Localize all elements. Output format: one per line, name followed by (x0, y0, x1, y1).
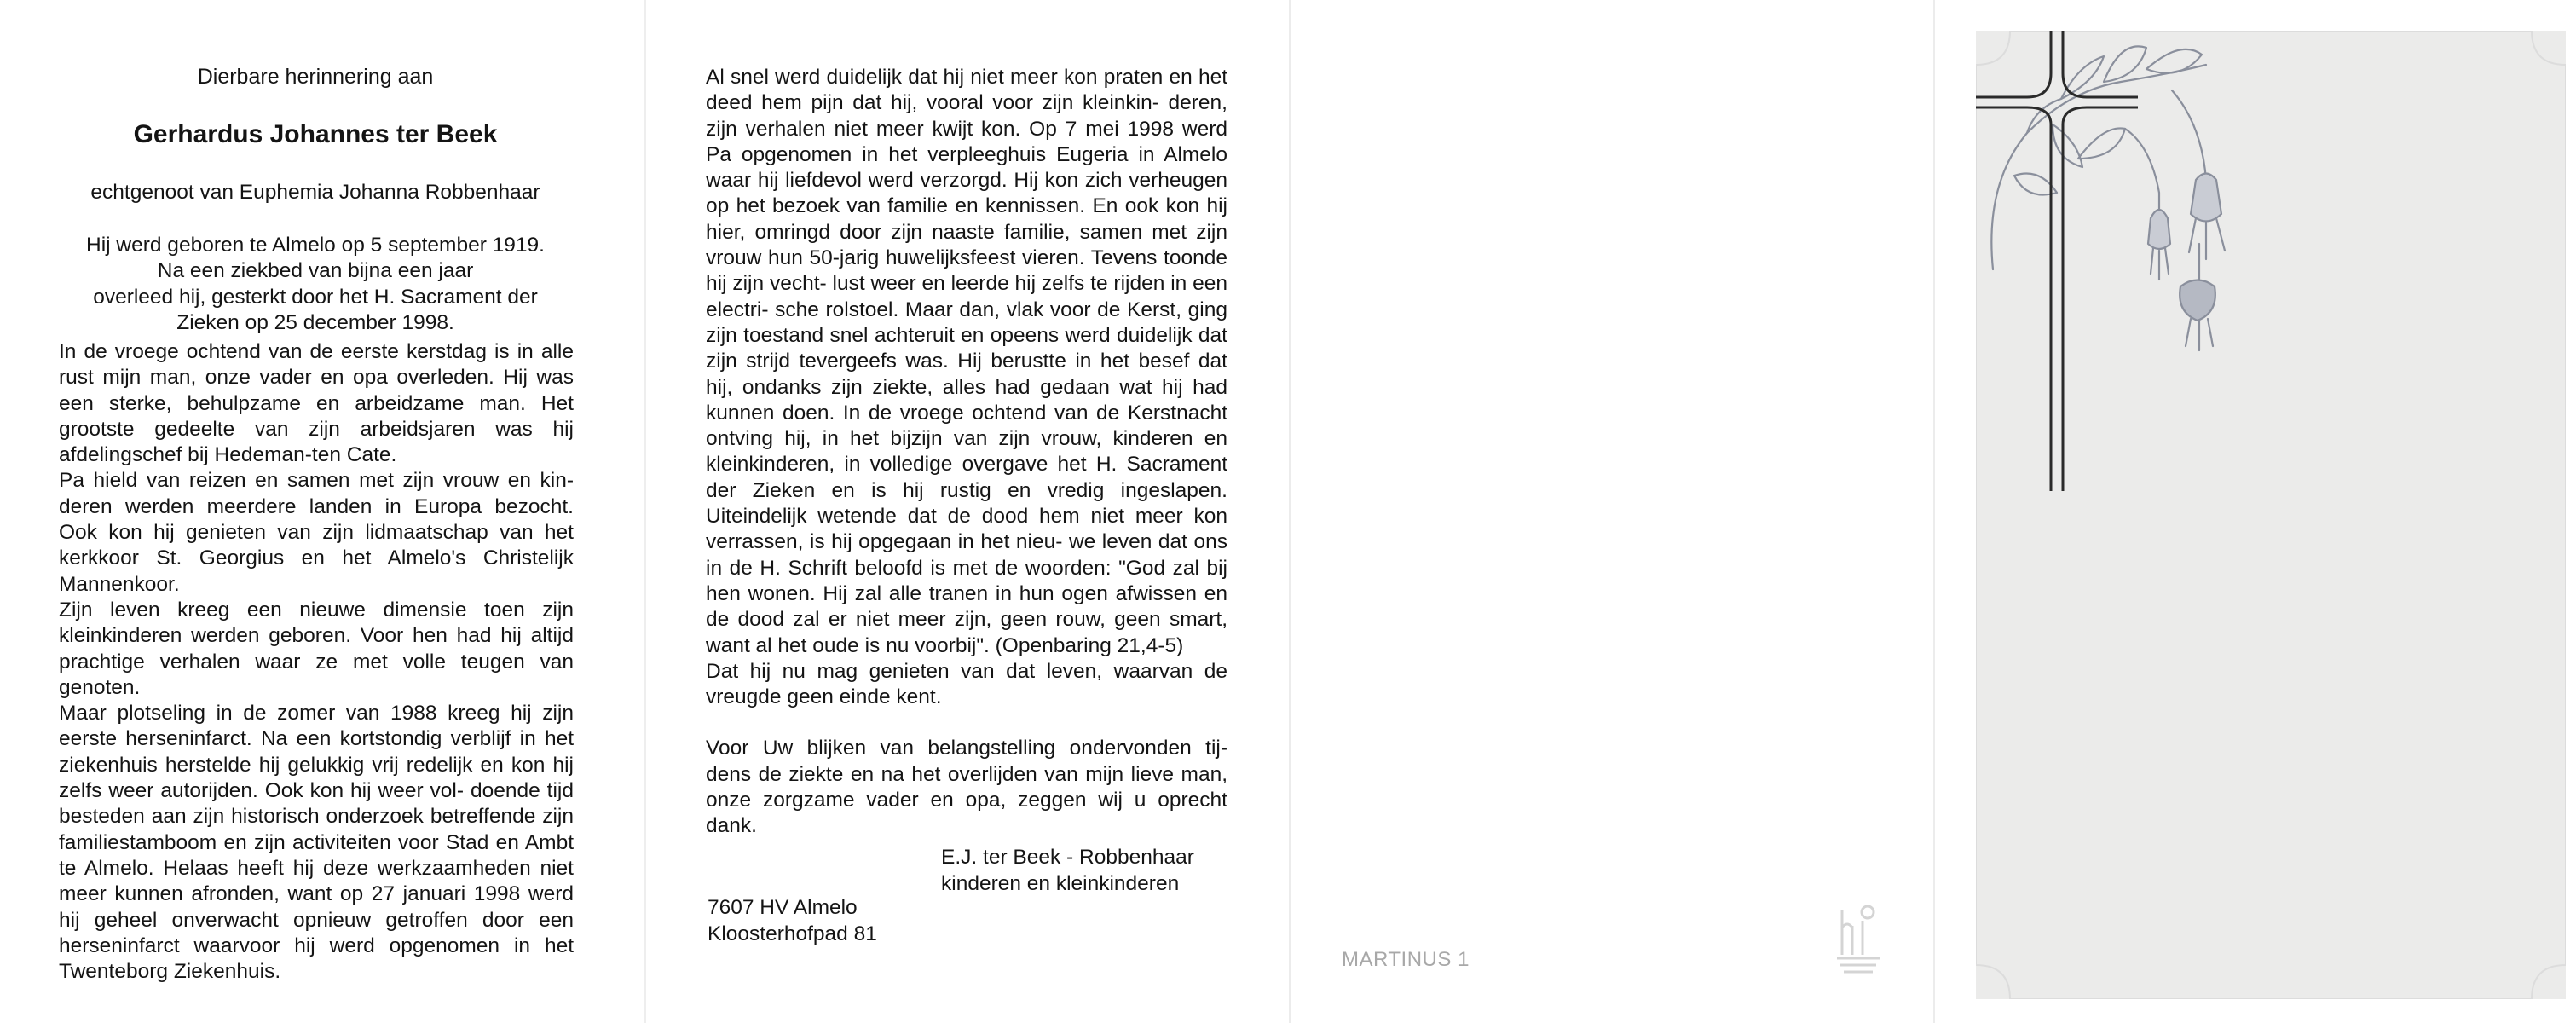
biography-continued (706, 65, 1227, 840)
cover-card (1976, 31, 2566, 999)
address-line: Kloosterhofpad 81 (708, 922, 877, 945)
intro-block (55, 64, 576, 336)
paragraph: Maar plotseling in de zomer van 1988 kreeg hij zijn eerste herseninfarct. Na een kortstondig verblijf in het ziekenhuis herstelde hij gelukkig vrij redelijk en kon hij zelfs weer autorijden. Ook kon hij weer vol- doende tijd besteden aan zijn historisch onderzoek betreffende zijn familiestamboom en zijn activiteiten voor Stad en Ambt te Almelo. Helaas heeft hij deze werkzaamheden niet meer kunnen afronden, want op 27 januari 1998 werd hij geheel onverwacht opnieuw getroffen door een herseninfarct waarvoor hij werd opgenomen in het Twenteborg Ziekenhuis. (59, 702, 574, 984)
thanks-paragraph: Voor Uw blijken van belangstelling ondervonden tij- dens de ziekte en na het overlijden van mijn lieve man, onze zorgzame vader en opa, zeggen wij u oprecht dank. (706, 737, 1227, 838)
card-panel-middle (644, 0, 1289, 1023)
signature-line: kinderen en kleinkinderen (941, 872, 1180, 895)
deceased-name: Gerhardus Johannes ter Beek (133, 120, 498, 148)
paragraph: Dat hij nu mag genieten van dat leven, waarvan de vreugde geen einde kent. (706, 659, 1227, 709)
intro-label: Dierbare herinnering aan (197, 65, 434, 89)
birth-line: Na een ziekbed van bijna een jaar (157, 259, 474, 283)
address-line: 7607 HV Almelo (708, 896, 858, 919)
paragraph: In de vroege ochtend van de eerste kerstdag is in alle rust mijn man, onze vader en opa overleden. Hij was een sterke, behulpzame en arbeidzame man. Het grootste gedeelte van zijn arbeidsjaren was hij afdelingschef bij Hedeman-ten Cate. (59, 340, 574, 467)
address-block (708, 894, 877, 947)
birth-line: Zieken op 25 december 1998. (176, 310, 454, 334)
card-panel-left (0, 0, 644, 1023)
paragraph: Pa hield van reizen en samen met zijn vrouw en kin- deren werden meerdere landen in Europa bezocht. Ook kon hij genieten van zijn lidmaatschap van het kerkkoor St. Georgius en het Almelo's Christelijk Mannenkoor. (59, 469, 574, 596)
cross-icon (1976, 31, 2138, 491)
birth-line: overleed hij, gesterkt door het H. Sacrament der (93, 285, 538, 309)
signature-block (941, 844, 1205, 897)
signature-line: E.J. ter Beek - Robbenhaar (941, 846, 1194, 869)
card-panel-front (1933, 0, 2576, 1023)
paragraph: Al snel werd duidelijk dat hij niet meer kon praten en het deed hem pijn dat hij, vooral voor zijn kleinkin- deren, zijn verhalen niet meer kwijt kon. Op 7 mei 1998 werd Pa opgenomen in het verpleeghuis Eugeria in Almelo waar hij liefdevol werd verzorgd. Hij kon zich verheugen op het bezoek van familie en kennissen. En ook kon hij hier, omringd door zijn naaste familie, samen met zijn vrouw hun 50-jarig huwelijksfeest vieren. Tevens toonde hij zijn vecht- lust weer en leerde hij zelfs te rijden in een electri- sche rolstoel. Maar dan, vlak voor de Kerst, ging zijn toestand snel achteruit en opeens werd duidelijk dat zijn strijd tevergeefs was. Hij berustte in het besef dat hij, ondanks zijn ziekte, alles had gedaan wat hij had kunnen doen. In de vroege ochtend van de Kerstnacht ontving hij, in het bijzijn van zijn vrouw, kinderen en kleinkinderen, in volledige overgave het H. Sacrament der Zieken en is hij rustig en vredig ingeslapen. Uiteindelijk wetende dat de dood hem niet meer kon verrassen, is hij opgegaan in het nieu- we leven dat ons in de H. Schrift beloofd is met de woorden: "God zal bij hen wonen. Hij zal alle tranen in hun ogen afwissen en de dood zal er niet meer zijn, geen rouw, geen smart, want al het oude is nu voorbij". (Openbaring 21,4-5) (706, 66, 1227, 657)
biography-text (59, 339, 574, 985)
publisher-logo-icon (1834, 902, 1885, 979)
card-panel-back (1289, 0, 1933, 1023)
publisher-code: MARTINUS 1 (1342, 948, 1470, 971)
birth-line: Hij werd geboren te Almelo op 5 september 1919. (86, 234, 545, 257)
paragraph: Zijn leven kreeg een nieuwe dimensie toen zijn kleinkinderen werden geboren. Voor hen had hij altijd prachtige verhalen waar ze met volle teugen van genoten. (59, 598, 574, 699)
spouse-line: echtgenoot van Euphemia Johanna Robbenhaar (90, 181, 540, 204)
